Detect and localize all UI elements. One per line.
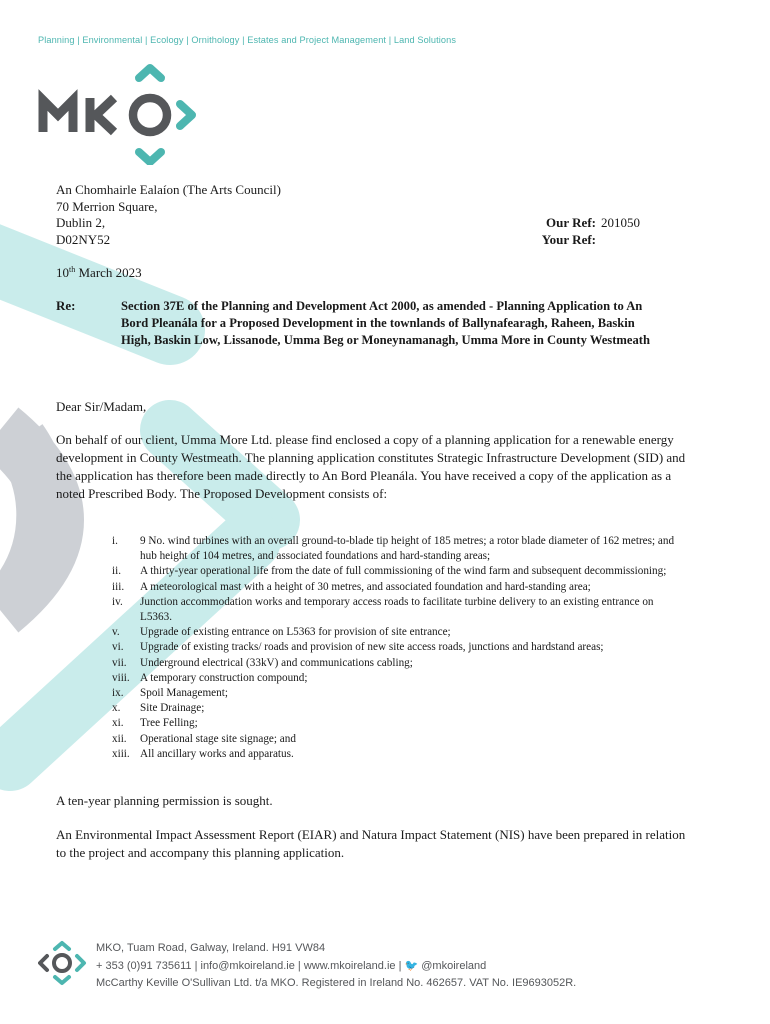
list-item-number: ix. bbox=[112, 687, 124, 700]
footer-separator: | bbox=[194, 959, 198, 972]
development-list-item bbox=[112, 595, 682, 625]
your-ref-label: Your Ref: bbox=[541, 232, 596, 247]
list-item-number: iv. bbox=[112, 595, 123, 608]
development-list-item bbox=[112, 747, 682, 762]
list-item-number: v. bbox=[112, 626, 120, 639]
twitter-bird-icon: 🐦 bbox=[404, 959, 419, 972]
list-item-text: A temporary construction compound; bbox=[140, 671, 308, 684]
salutation: Dear Sir/Madam, bbox=[56, 399, 147, 414]
body-paragraph-eiar: An Environmental Impact Assessment Report (EIAR) and Natura Impact Statement (NIS) have been prepared in relation to the project and accompany this planning application. bbox=[56, 827, 686, 860]
list-item-text: Upgrade of existing entrance on L5363 for provision of site entrance; bbox=[140, 626, 451, 639]
re-subject: Section 37E of the Planning and Development Act 2000, as amended - Planning Application to An Bord Pleanála for a Proposed Development in the townlands of Ballynafearagh, Raheen, Baskin High, Baskin Low, Lissanode, Umma Beg or Moneynamanagh, Umma More in County Westmeath bbox=[121, 299, 650, 347]
development-list bbox=[112, 534, 682, 762]
development-list-item bbox=[112, 671, 682, 686]
header-tagline: Planning | Environmental | Ecology | Ornithology | Estates and Project Management | Land Solutions bbox=[38, 35, 457, 45]
footer-logo-mark bbox=[38, 940, 88, 986]
development-list-item bbox=[112, 656, 682, 671]
footer-email-link[interactable]: info@mkoireland.ie bbox=[200, 959, 295, 972]
development-list-item bbox=[112, 564, 682, 579]
development-list-item bbox=[112, 580, 682, 595]
list-item-number: viii. bbox=[112, 671, 130, 684]
list-item-number: iii. bbox=[112, 580, 125, 593]
list-item-text: A thirty-year operational life from the date of full commissioning of the wind farm and subsequent decommissioning; bbox=[140, 565, 667, 578]
date-rest: March 2023 bbox=[75, 265, 142, 280]
our-ref-label: Our Ref: bbox=[546, 215, 596, 230]
footer-contact-row bbox=[96, 958, 576, 976]
body-paragraph-permission: A ten-year planning permission is sought. bbox=[56, 793, 273, 808]
development-list-item bbox=[112, 701, 682, 716]
list-item-number: x. bbox=[112, 702, 121, 715]
footer-separator: | bbox=[297, 959, 301, 972]
list-item-text: Tree Felling; bbox=[140, 717, 198, 730]
re-label: Re: bbox=[56, 298, 76, 313]
your-ref-row bbox=[534, 231, 640, 248]
address-line: D02NY52 bbox=[56, 231, 111, 247]
date-day: 10 bbox=[56, 265, 69, 280]
development-list-item bbox=[112, 640, 682, 655]
footer-address: MKO, Tuam Road, Galway, Ireland. H91 VW84 bbox=[96, 942, 326, 954]
address-line: An Chomhairle Ealaíon (The Arts Council) bbox=[56, 182, 281, 197]
footer-separator: | bbox=[398, 959, 402, 972]
development-list-item bbox=[112, 686, 682, 701]
our-ref-row bbox=[534, 214, 640, 231]
date-suffix: th bbox=[69, 265, 76, 274]
mko-logo bbox=[38, 60, 218, 170]
letter-date bbox=[56, 265, 142, 281]
watermark-grey-arc-left bbox=[0, 430, 55, 610]
development-list-item bbox=[112, 732, 682, 747]
address-line: Dublin 2, bbox=[56, 215, 106, 231]
list-item-number: vii. bbox=[112, 656, 127, 669]
list-item-number: xiii. bbox=[112, 747, 130, 760]
footer-phone: + 353 (0)91 735611 bbox=[96, 959, 192, 972]
list-item-number: xii. bbox=[112, 732, 127, 745]
list-item-number: xi. bbox=[112, 717, 124, 730]
our-ref-value: 201050 bbox=[601, 215, 640, 230]
list-item-text: All ancillary works and apparatus. bbox=[140, 747, 294, 760]
list-item-number: vi. bbox=[112, 641, 124, 654]
list-item-number: ii. bbox=[112, 565, 122, 578]
footer-registration: McCarthy Keville O'Sullivan Ltd. t/a MKO. Registered in Ireland No. 462657. VAT No. IE9693052R. bbox=[96, 977, 577, 989]
list-item-number: i. bbox=[112, 535, 118, 547]
footer-logo bbox=[38, 940, 88, 991]
reference-block bbox=[534, 214, 640, 248]
development-list-item bbox=[112, 534, 682, 564]
body-paragraph-intro: On behalf of our client, Umma More Ltd. please find enclosed a copy of a planning application for a renewable energy development in County Westmeath. The planning application constitutes Strategic Infrastructure Development (SID) and the application has therefore been made directly to An Bord Pleanála. You have received a copy of the application as a noted Prescribed Body. The Proposed Development consists of: bbox=[56, 432, 686, 501]
development-list-item bbox=[112, 625, 682, 640]
list-item-text: Underground electrical (33kV) and communications cabling; bbox=[140, 656, 413, 669]
list-item-text: Upgrade of existing tracks/ roads and provision of new site access roads, junctions and hardstand areas; bbox=[140, 641, 604, 654]
address-line: 70 Merrion Square, bbox=[56, 198, 158, 214]
footer-twitter-link[interactable]: @mkoireland bbox=[421, 959, 487, 972]
list-item-text: Junction accommodation works and temporary access roads to facilitate turbine delivery to an existing entrance on L5363. bbox=[140, 595, 654, 624]
recipient-address bbox=[56, 182, 281, 248]
list-item-text: Spoil Management; bbox=[140, 687, 228, 700]
list-item-text: Operational stage site signage; and bbox=[140, 732, 296, 745]
list-item-text: 9 No. wind turbines with an overall ground-to-blade tip height of 185 metres; a rotor blade diameter of 162 metres; and hub height of 104 metres, and associated foundations and hard-standing areas; bbox=[140, 535, 675, 563]
list-item-text: Site Drainage; bbox=[140, 702, 205, 715]
footer-website-link[interactable]: www.mkoireland.ie bbox=[303, 959, 396, 972]
mko-logo-mark bbox=[38, 60, 218, 165]
list-item-text: A meteorological mast with a height of 30 metres, and associated foundation and hard-standing area; bbox=[140, 580, 591, 593]
footer-contact bbox=[96, 940, 576, 993]
development-list-item bbox=[112, 716, 682, 731]
